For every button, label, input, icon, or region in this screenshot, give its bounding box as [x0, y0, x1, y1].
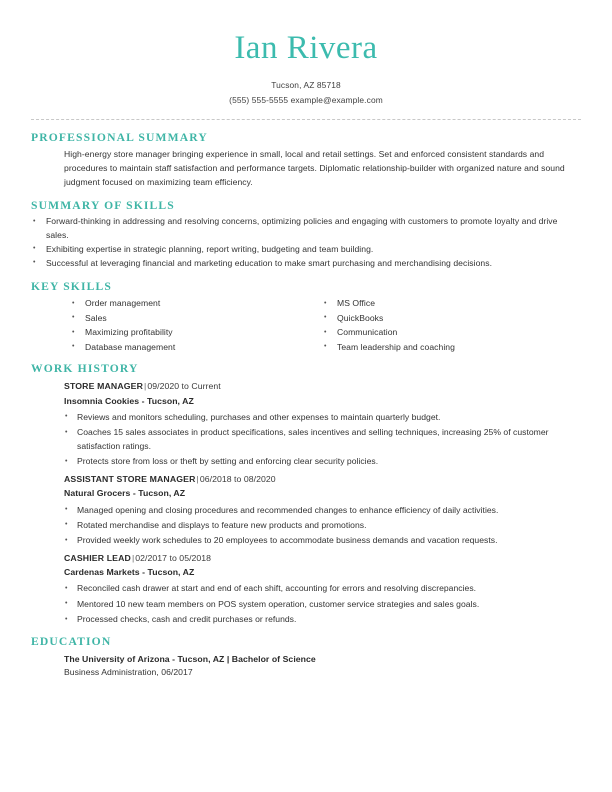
- resume-body: [0, 131, 612, 680]
- key-skills-column-left: [70, 296, 322, 355]
- professional-summary-text: High-energy store manager bringing experience in small, local and retail settings. Set and enforced consistent standards and procedures to maintain staff satisfaction and performance targets. Diplomatic relationship-builder with organized nature and sound judgment focused on maximizing team efficiency.: [64, 148, 565, 187]
- list-item: • Processed checks, cash and credit purchases or refunds.: [65, 613, 581, 627]
- header-divider: [31, 119, 581, 120]
- list-item: • Mentored 10 new team members on POS system operation, customer service strategies and sales goals.: [65, 598, 581, 612]
- key-skills-list-left: [70, 297, 322, 354]
- key-skills-column-right: [322, 296, 574, 355]
- section-education: [31, 635, 581, 680]
- job-dates: 09/2020 to Current: [147, 381, 221, 392]
- job-header: [31, 551, 581, 579]
- contact-location: Tucson, AZ 85718: [271, 79, 341, 90]
- section-title-summary-of-skills: SUMMARY OF SKILLS: [31, 198, 175, 212]
- list-item: • QuickBooks: [322, 312, 574, 326]
- job-separator: |: [196, 474, 199, 485]
- work-history-entry: [31, 551, 581, 627]
- education-detail: Business Administration, 06/2017: [64, 667, 193, 678]
- list-item: • Team leadership and coaching: [322, 341, 574, 355]
- section-title-professional-summary: PROFESSIONAL SUMMARY: [31, 131, 208, 145]
- job-responsibilities-list: [31, 582, 581, 627]
- summary-of-skills-list: [31, 215, 581, 271]
- job-company: Insomnia Cookies - Tucson, AZ: [64, 395, 194, 406]
- job-header: [31, 379, 581, 407]
- section-key-skills: [31, 280, 581, 355]
- list-item: • Database management: [70, 341, 322, 355]
- section-title-education: EDUCATION: [31, 635, 112, 649]
- section-work-history: [31, 362, 581, 627]
- list-item: • Coaches 15 sales associates in product specifications, sales incentives and selling techniques, increasing 25% of customer satisfaction ratings.: [65, 426, 581, 454]
- key-skills-list-right: [322, 297, 574, 354]
- job-title-line: [64, 472, 581, 486]
- professional-summary-body: [31, 148, 581, 190]
- job-company: Natural Grocers - Tucson, AZ: [64, 488, 186, 499]
- job-header: [31, 472, 581, 500]
- section-summary-of-skills: [31, 199, 581, 271]
- education-entry: [31, 652, 581, 681]
- list-item: • Managed opening and closing procedures and recommended changes to enhance efficiency of daily activities.: [65, 504, 581, 518]
- list-item: • Reviews and monitors scheduling, purchases and other expenses to maintain quarterly budget.: [65, 411, 581, 425]
- job-title: STORE MANAGER: [64, 381, 144, 392]
- job-dates: 02/2017 to 05/2018: [135, 553, 212, 564]
- list-item: • Provided weekly work schedules to 20 employees to accommodate business demands and vacation requests.: [65, 534, 581, 548]
- list-item: • Reconciled cash drawer at start and end of each shift, accounting for errors and resolving discrepancies.: [65, 582, 581, 596]
- contact-phone-email: (555) 555-5555 example@example.com: [229, 94, 383, 105]
- job-title-line: [64, 551, 581, 565]
- list-item: • Maximizing profitability: [70, 326, 322, 340]
- list-item: • MS Office: [322, 297, 574, 311]
- list-item: • Sales: [70, 312, 322, 326]
- list-item: • Communication: [322, 326, 574, 340]
- section-professional-summary: [31, 131, 581, 189]
- section-title-work-history: WORK HISTORY: [31, 361, 139, 375]
- job-separator: |: [144, 381, 147, 392]
- candidate-name: Ian Rivera: [234, 30, 378, 66]
- list-item: • Order management: [70, 297, 322, 311]
- job-dates: 06/2018 to 08/2020: [199, 474, 276, 485]
- job-responsibilities-list: [31, 504, 581, 549]
- work-history-entry: [31, 472, 581, 548]
- job-company: Cardenas Markets - Tucson, AZ: [64, 567, 195, 578]
- list-item: • Forward-thinking in addressing and resolving concerns, optimizing policies and engaging with customers to promote loyalty and drive sales.: [31, 215, 581, 243]
- list-item: • Successful at leveraging financial and marketing education to make smart purchasing and merchandising decisions.: [31, 257, 581, 271]
- key-skills-columns: [31, 296, 581, 355]
- job-title: ASSISTANT STORE MANAGER: [64, 474, 196, 485]
- list-item: • Exhibiting expertise in strategic planning, report writing, budgeting and team building.: [31, 243, 581, 257]
- job-separator: |: [131, 553, 135, 564]
- section-title-key-skills: KEY SKILLS: [31, 279, 112, 293]
- contact-info: [0, 78, 612, 107]
- education-school: The University of Arizona - Tucson, AZ | Bachelor of Science: [64, 653, 316, 664]
- list-item: • Rotated merchandise and displays to feature new products and promotions.: [65, 519, 581, 533]
- work-history-entry: [31, 379, 581, 469]
- list-item: • Protects store from loss or theft by setting and enforcing clear security policies.: [65, 455, 581, 469]
- resume-header: [0, 0, 612, 107]
- job-title: CASHIER LEAD: [64, 553, 131, 564]
- job-title-line: [64, 379, 581, 393]
- job-responsibilities-list: [31, 411, 581, 470]
